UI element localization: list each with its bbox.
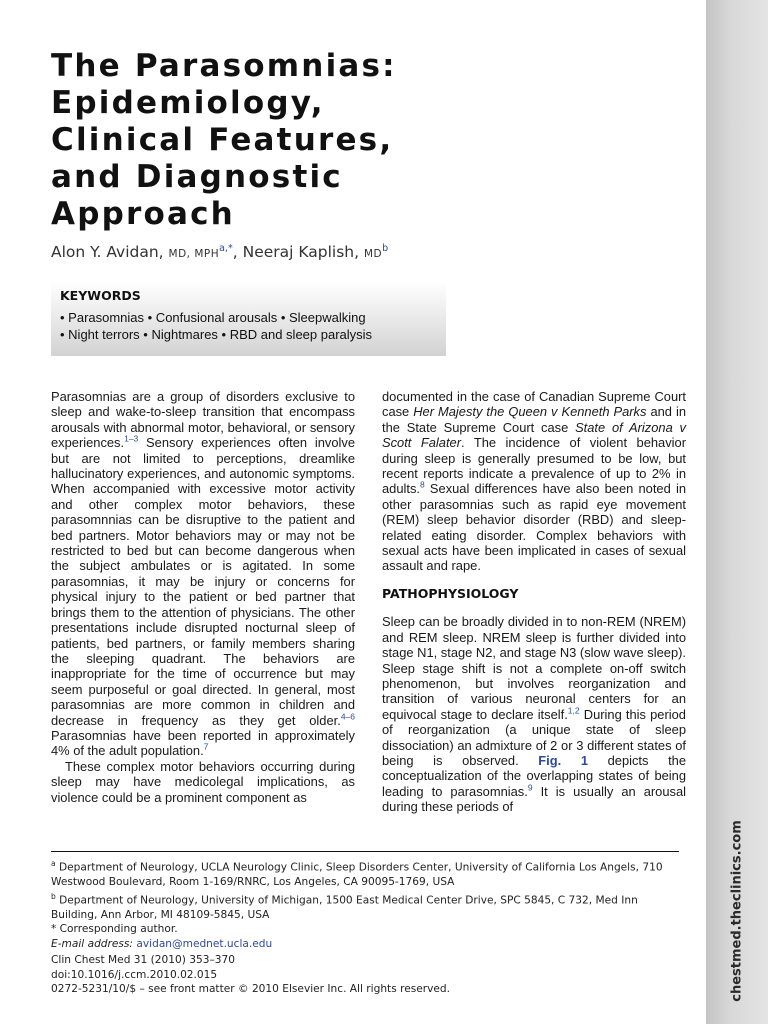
case-name: State of Arizona v Scott Falater bbox=[382, 419, 686, 451]
reference-link[interactable]: 1–3 bbox=[124, 433, 139, 444]
reference-link[interactable]: 7 bbox=[203, 742, 209, 753]
body-text: Parasomnias have been reported in approximately 4% of the adult population. bbox=[51, 727, 355, 759]
author-degrees: MD, MPH bbox=[168, 248, 220, 261]
author-list bbox=[51, 243, 388, 261]
copyright-notice: 0272-5231/10/$ – see front matter © 2010 Elsevier Inc. All rights reserved. bbox=[51, 983, 450, 996]
footnotes bbox=[51, 857, 681, 952]
figure-link[interactable]: Fig. 1 bbox=[538, 752, 588, 768]
section-heading: PATHOPHYSIOLOGY bbox=[382, 585, 519, 601]
reference-link[interactable]: 4–6 bbox=[340, 711, 355, 722]
body-text: and in the State Supreme Court case bbox=[382, 404, 686, 435]
doi[interactable]: doi:10.1016/j.ccm.2010.02.015 bbox=[51, 968, 218, 981]
body-text: Sexual differences have also been noted in other parasomnias such as rapid eye movement (REM) sleep behavior disorder (RBD) and sleep-related eating disorder. Complex behaviors with sexual acts have been implicated in cases of sexual assault and rape. bbox=[382, 481, 686, 574]
keywords-heading: KEYWORDS bbox=[60, 288, 141, 303]
affiliation-footnote bbox=[51, 857, 681, 890]
journal-citation: Clin Chest Med 31 (2010) 353–370 bbox=[51, 954, 235, 966]
author-name: Neeraj Kaplish, bbox=[242, 243, 360, 262]
body-text: Sensory experiences often involve but are not limited to perceptions, dreamlike hallucinatory experiences, and autonomic symptoms. When accompanied with excessive motor activity and other complex motor behaviors, these parasomnnias can be disruptive to the patient and bed partners. Motor behaviors may or may not be restricted to bed but can become dangerous when the subject ambulates or is agitated. In some parasomnias, it may be injury or concerns for physical injury to the patient or bed partner that brings them to the attention of physicians. The other presentations include disrupted nocturnal sleep of patients, bed partners, or family members sharing the sleeping quadrant. The behaviors are inappropriate for the time of occurrence but may seem purposeful or goal directed. In general, most parasomnias are more common in children and decrease in frequency as they get older. bbox=[51, 435, 355, 728]
author-degrees: MD bbox=[363, 248, 383, 261]
reference-link[interactable]: 8 bbox=[419, 480, 425, 491]
article-title bbox=[51, 48, 651, 233]
email-link[interactable]: avidan@mednet.ucla.edu bbox=[136, 938, 273, 951]
case-name: Her Majesty the Queen v Kenneth Parks bbox=[413, 404, 647, 420]
body-paragraph bbox=[382, 614, 686, 814]
citation-block bbox=[51, 953, 450, 997]
body-text: documented in the case of Canadian Supreme Court case bbox=[382, 389, 686, 420]
email-line bbox=[51, 937, 681, 952]
keywords-line: • Parasomnias • Confusional arousals • Sleepwalking bbox=[60, 310, 366, 325]
title-line: Clinical Features, bbox=[51, 122, 394, 158]
body-text: During this period of reorganization (a unique state of sleep dissociation) an admixture of 2 or 3 different states of being is observed. bbox=[382, 706, 686, 768]
author-name: Alon Y. Avidan, bbox=[51, 243, 164, 262]
affiliation-link[interactable]: a,* bbox=[219, 243, 233, 254]
body-paragraph bbox=[382, 389, 686, 574]
title-line: Approach bbox=[51, 196, 235, 232]
body-text: Sleep can be broadly divided in to non-REM (NREM) and REM sleep. NREM sleep is further divided into stage N1, stage N2, and stage N3 (slow wave sleep). Sleep stage shift is not a complete on-off switch phenomenon, but involves reorganization and transition of various neuronal centers for an equivocal stage to declare itself. bbox=[382, 614, 686, 722]
keywords-box bbox=[51, 281, 446, 356]
footnote-marker: b bbox=[51, 891, 56, 901]
keywords-line: • Night terrors • Nightmares • RBD and sleep paralysis bbox=[60, 327, 373, 342]
affiliation-footnote bbox=[51, 890, 681, 923]
title-line: Epidemiology, bbox=[51, 85, 325, 121]
body-text: It is usually an arousal during these periods of bbox=[382, 783, 687, 815]
title-line: and Diagnostic bbox=[51, 159, 343, 195]
email-label: E-mail address: bbox=[51, 938, 134, 951]
left-text-column bbox=[51, 389, 355, 805]
reference-link[interactable]: 1,2 bbox=[567, 705, 580, 716]
body-text: Parasomnias are a group of disorders exclusive to sleep and wake-to-sleep transition that encompass arousals with abnormal motor, behavioral, or sensory experiences. bbox=[51, 389, 355, 451]
affiliation-link[interactable]: b bbox=[382, 243, 389, 254]
body-text: . The incidence of violent behavior during sleep is generally presumed to be low, but recent reports indicate a prevalence of up to 2% in adults. bbox=[382, 435, 686, 497]
body-paragraph bbox=[51, 389, 355, 759]
footnote-divider bbox=[51, 851, 679, 852]
reference-link[interactable]: 9 bbox=[527, 782, 533, 793]
footnote-marker: a bbox=[51, 859, 56, 868]
body-text: depicts the conceptualization of the overlapping states of being leading to parasomnias. bbox=[382, 752, 686, 799]
author-separator: , bbox=[232, 243, 243, 262]
corresponding-author-note: * Corresponding author. bbox=[51, 923, 178, 936]
footnote-text: Department of Neurology, University of Michigan, 1500 East Medical Center Drive, SPC 5845, C 732, Med Inn Building, Ann Arbor, MI 48109-5845, USA bbox=[51, 894, 638, 921]
body-paragraph: These complex motor behaviors occurring during sleep may have medicolegal implications, as violence could be a prominent component as bbox=[51, 758, 355, 805]
footnote-text: Department of Neurology, UCLA Neurology Clinic, Sleep Disorders Center, University of California Los Angels, 710 Westwood Boulevard, Room 1-169/RNRC, Los Angeles, CA 90095-1769, USA bbox=[51, 861, 663, 889]
title-line: The Parasomnias: bbox=[51, 48, 397, 84]
right-text-column bbox=[382, 389, 686, 815]
journal-website-label: chestmed.theclinics.com bbox=[729, 820, 745, 1002]
